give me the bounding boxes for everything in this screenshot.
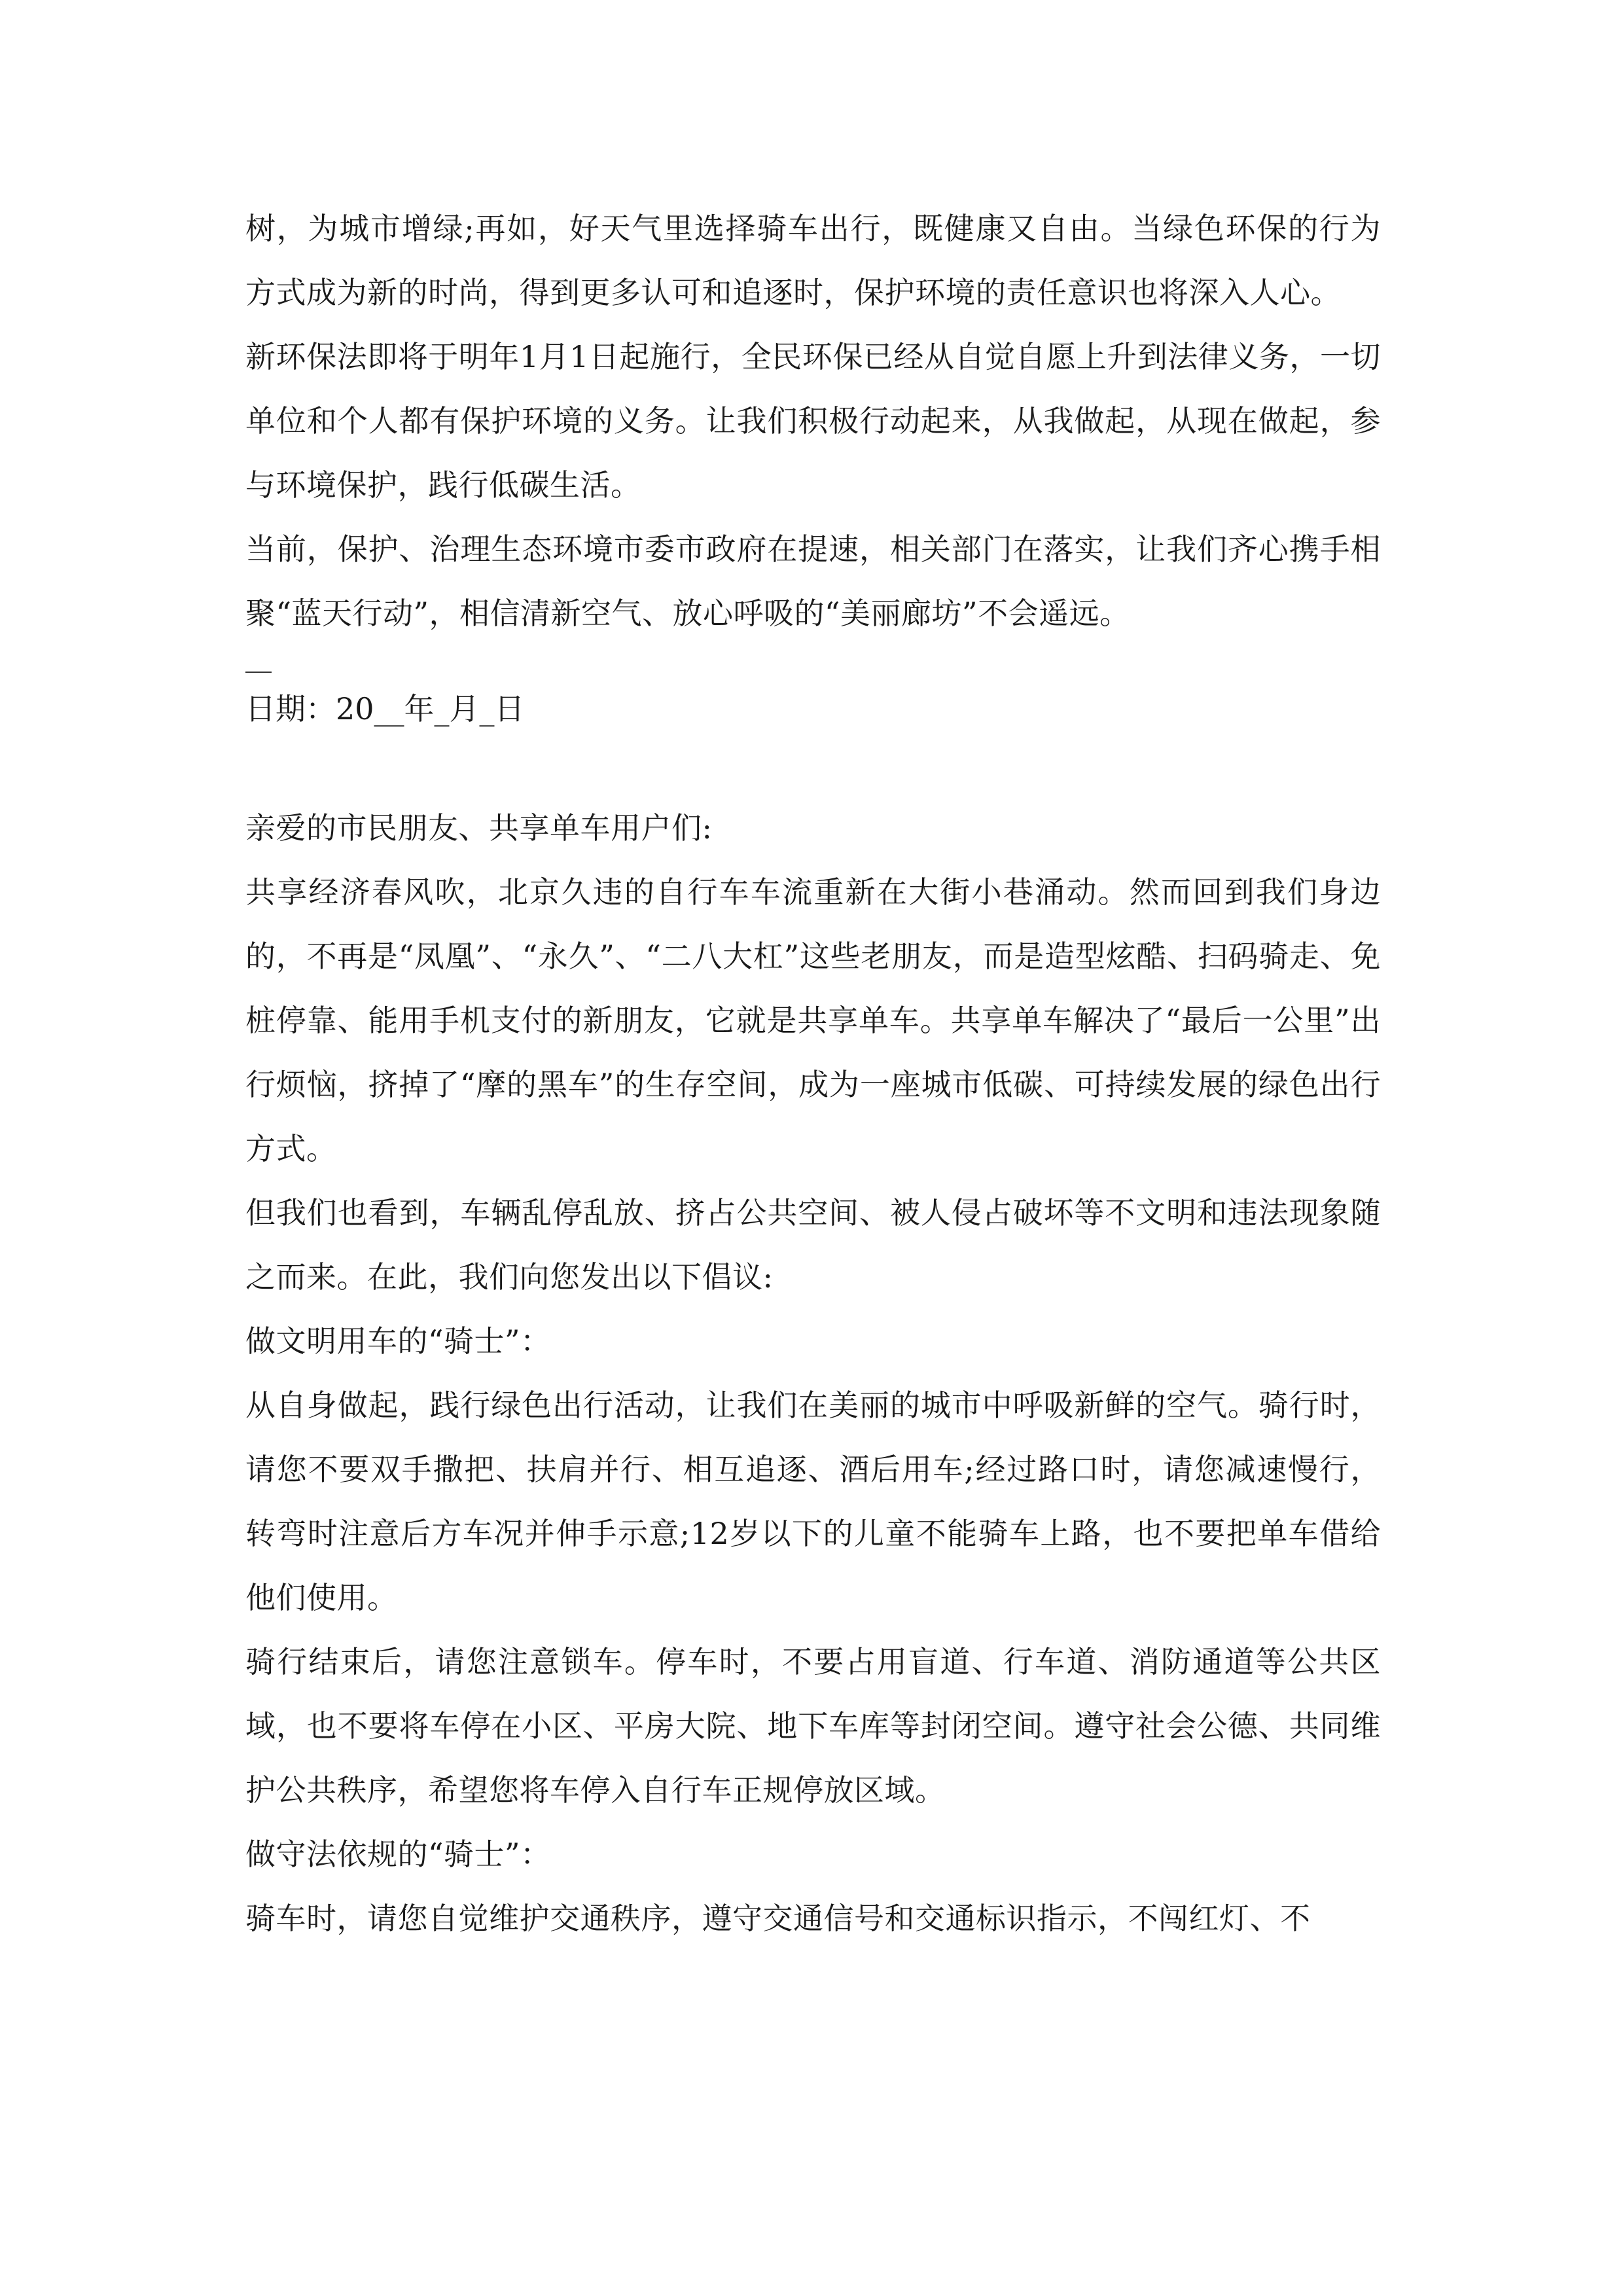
document-page [245, 196, 1381, 1950]
paragraph-new-environmental-law: 新环保法即将于明年1月1日起施行，全民环保已经从自觉自愿上升到法律义务，一切单位和个人都有保护环境的义务。让我们积极行动起来，从我做起，从现在做起，参与环境保护，践行低碳生活。 [245, 339, 1381, 503]
paragraph-traffic-rules: 骑车时，请您自觉维护交通秩序，遵守交通信号和交通标识指示，不闯红灯、不 [245, 1901, 1311, 1936]
separator-dash [245, 672, 272, 673]
heading-law-abiding-rider: 做守法依规的“骑士”： [245, 1837, 551, 1872]
paragraph-problems: 但我们也看到，车辆乱停乱放、挤占公共空间、被人侵占破坏等不文明和违法现象随之而来。在此，我们向您发出以下倡议: [245, 1195, 1381, 1295]
paragraph-green-lifestyle: 树，为城市增绿;再如，好天气里选择骑车出行，既健康又自由。当绿色环保的行为方式成为新的时尚，得到更多认可和追逐时，保护环境的责任意识也将深入人心。 [245, 211, 1381, 310]
section-spacer [245, 741, 1381, 796]
paragraph-shared-bike-intro: 共享经济春风吹，北京久违的自行车车流重新在大街小巷涌动。然而回到我们身边的，不再是“凤凰”、“永久”、“二八大杠”这些老朋友，而是造型炫酷、扫码骑走、免桩停靠、能用手机支付的新朋友，它就是共享单车。共享单车解决了“最后一公里”出行烦恼，挤掉了“摩的黑车”的生存空间，成为一座城市低碳、可持续发展的绿色出行方式。 [245, 874, 1381, 1166]
date-line: 日期：20__年_月_日 [245, 691, 525, 726]
paragraph-riding-rules: 从自身做起，践行绿色出行活动，让我们在美丽的城市中呼吸新鲜的空气。骑行时，请您不要双手撒把、扶肩并行、相互追逐、酒后用车;经过路口时，请您减速慢行，转弯时注意后方车况并伸手示意;12岁以下的儿童不能骑车上路，也不要把单车借给他们使用。 [245, 1388, 1381, 1615]
paragraph-blue-sky-action: 当前，保护、治理生态环境市委市政府在提速，相关部门在落实，让我们齐心携手相聚“蓝天行动”，相信清新空气、放心呼吸的“美丽廊坊”不会遥远。 [245, 531, 1381, 631]
paragraph-parking-rules: 骑行结束后，请您注意锁车。停车时，不要占用盲道、行车道、消防通道等公共区域，也不要将车停在小区、平房大院、地下车库等封闭空间。遵守社会公德、共同维护公共秩序，希望您将车停入自行车正规停放区域。 [245, 1644, 1381, 1808]
heading-civilized-rider: 做文明用车的“骑士”： [245, 1323, 551, 1359]
salutation: 亲爱的市民朋友、共享单车用户们: [245, 810, 713, 846]
